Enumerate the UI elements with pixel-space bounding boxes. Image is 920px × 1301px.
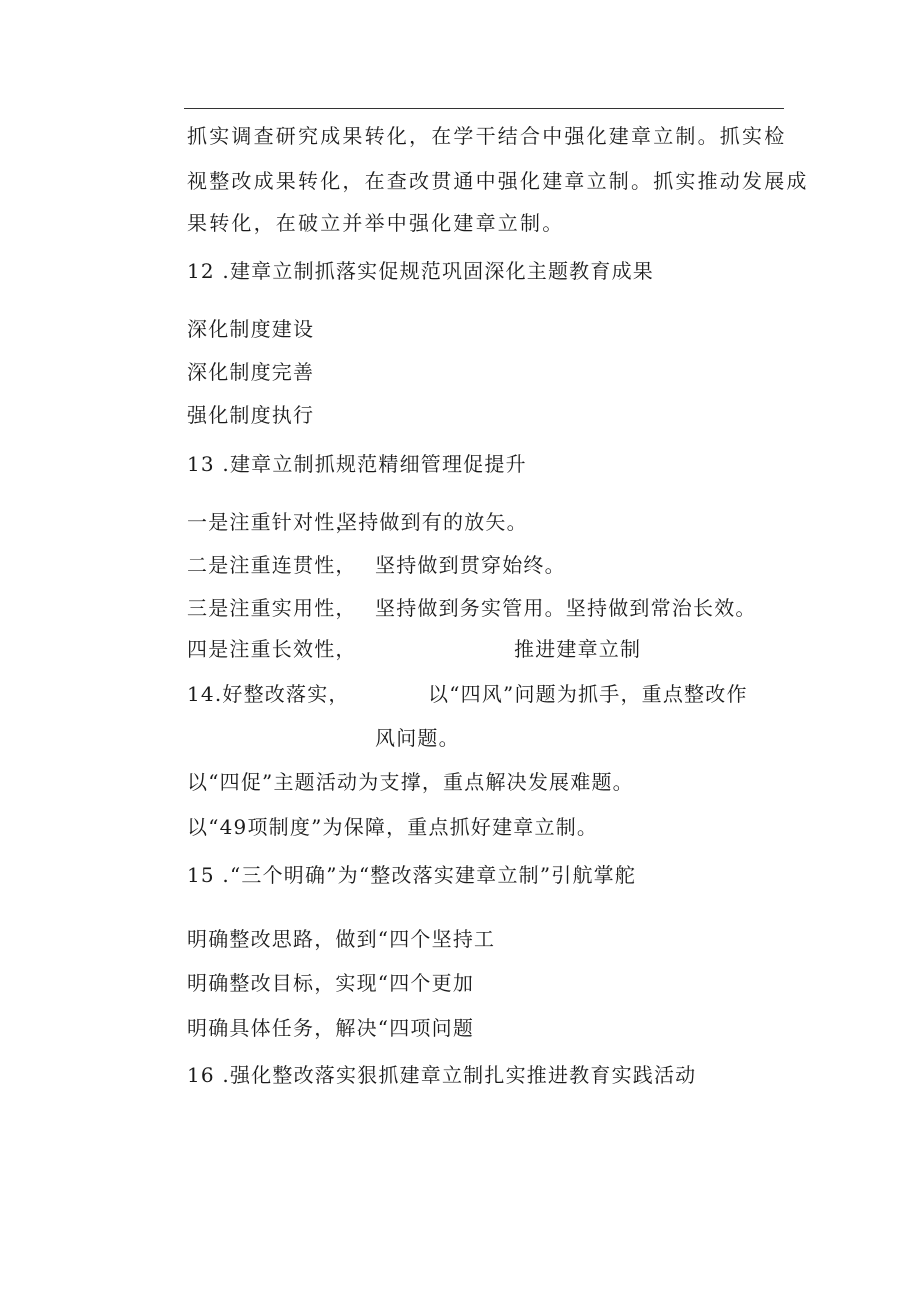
section-15-heading: 15 .“三个明确”为“整改落实建章立制”引航掌舵 <box>187 863 637 887</box>
section-12-item-2: 深化制度完善 <box>187 360 315 384</box>
intro-line-2: 视整改成果转化，在查改贯通中强化建章立制。抓实推动发展成 <box>187 169 809 193</box>
section-12-item-3: 强化制度执行 <box>187 403 315 427</box>
section-13-item-2-detail: 坚持做到贯穿始终。 <box>375 553 566 577</box>
section-14-detail-line-1: 以“四风”问题为抓手，重点整改作 <box>428 682 748 706</box>
section-13-item-3: 三是注重实用性， <box>187 596 357 620</box>
intro-line-3: 果转化，在破立并举中强化建章立制。 <box>187 211 565 235</box>
section-13-item-3-detail: 坚持做到务实管用。坚持做到常治长效。 <box>375 596 757 620</box>
intro-line-1: 抓实调查研究成果转化，在学干结合中强化建章立制。抓实检 <box>187 124 787 148</box>
section-13-item-4: 四是注重长效性， <box>187 637 357 661</box>
header-rule <box>184 108 784 109</box>
section-15-item-1: 明确整改思路，做到“四个坚持工 <box>187 927 496 951</box>
section-13-item-4-detail: 推进建章立制 <box>514 637 642 661</box>
section-16-heading: 16 .强化整改落实狠抓建章立制扎实推进教育实践活动 <box>187 1063 697 1087</box>
section-15-item-2: 明确整改目标，实现“四个更加 <box>187 971 475 995</box>
section-14-item-1: 以“四促”主题活动为支撑，重点解决发展难题。 <box>187 770 634 794</box>
section-13-item-1-detail: 坚持做到有的放矢。 <box>337 510 528 534</box>
section-12-item-1: 深化制度建设 <box>187 317 315 341</box>
section-14-item-2: 以“49项制度”为保障，重点抓好建章立制。 <box>187 815 599 839</box>
section-14-detail-line-2: 风问题。 <box>375 726 460 750</box>
section-12-heading: 12 .建章立制抓落实促规范巩固深化主题教育成果 <box>187 259 654 283</box>
section-13-item-1: 一是注重针对性， <box>187 510 357 534</box>
section-15-item-3: 明确具体任务，解决“四项问题 <box>187 1016 475 1040</box>
section-13-item-2: 二是注重连贯性， <box>187 553 357 577</box>
section-13-heading: 13 .建章立制抓规范精细管理促提升 <box>187 452 527 476</box>
section-14-heading: 14.好整改落实， <box>187 682 350 706</box>
